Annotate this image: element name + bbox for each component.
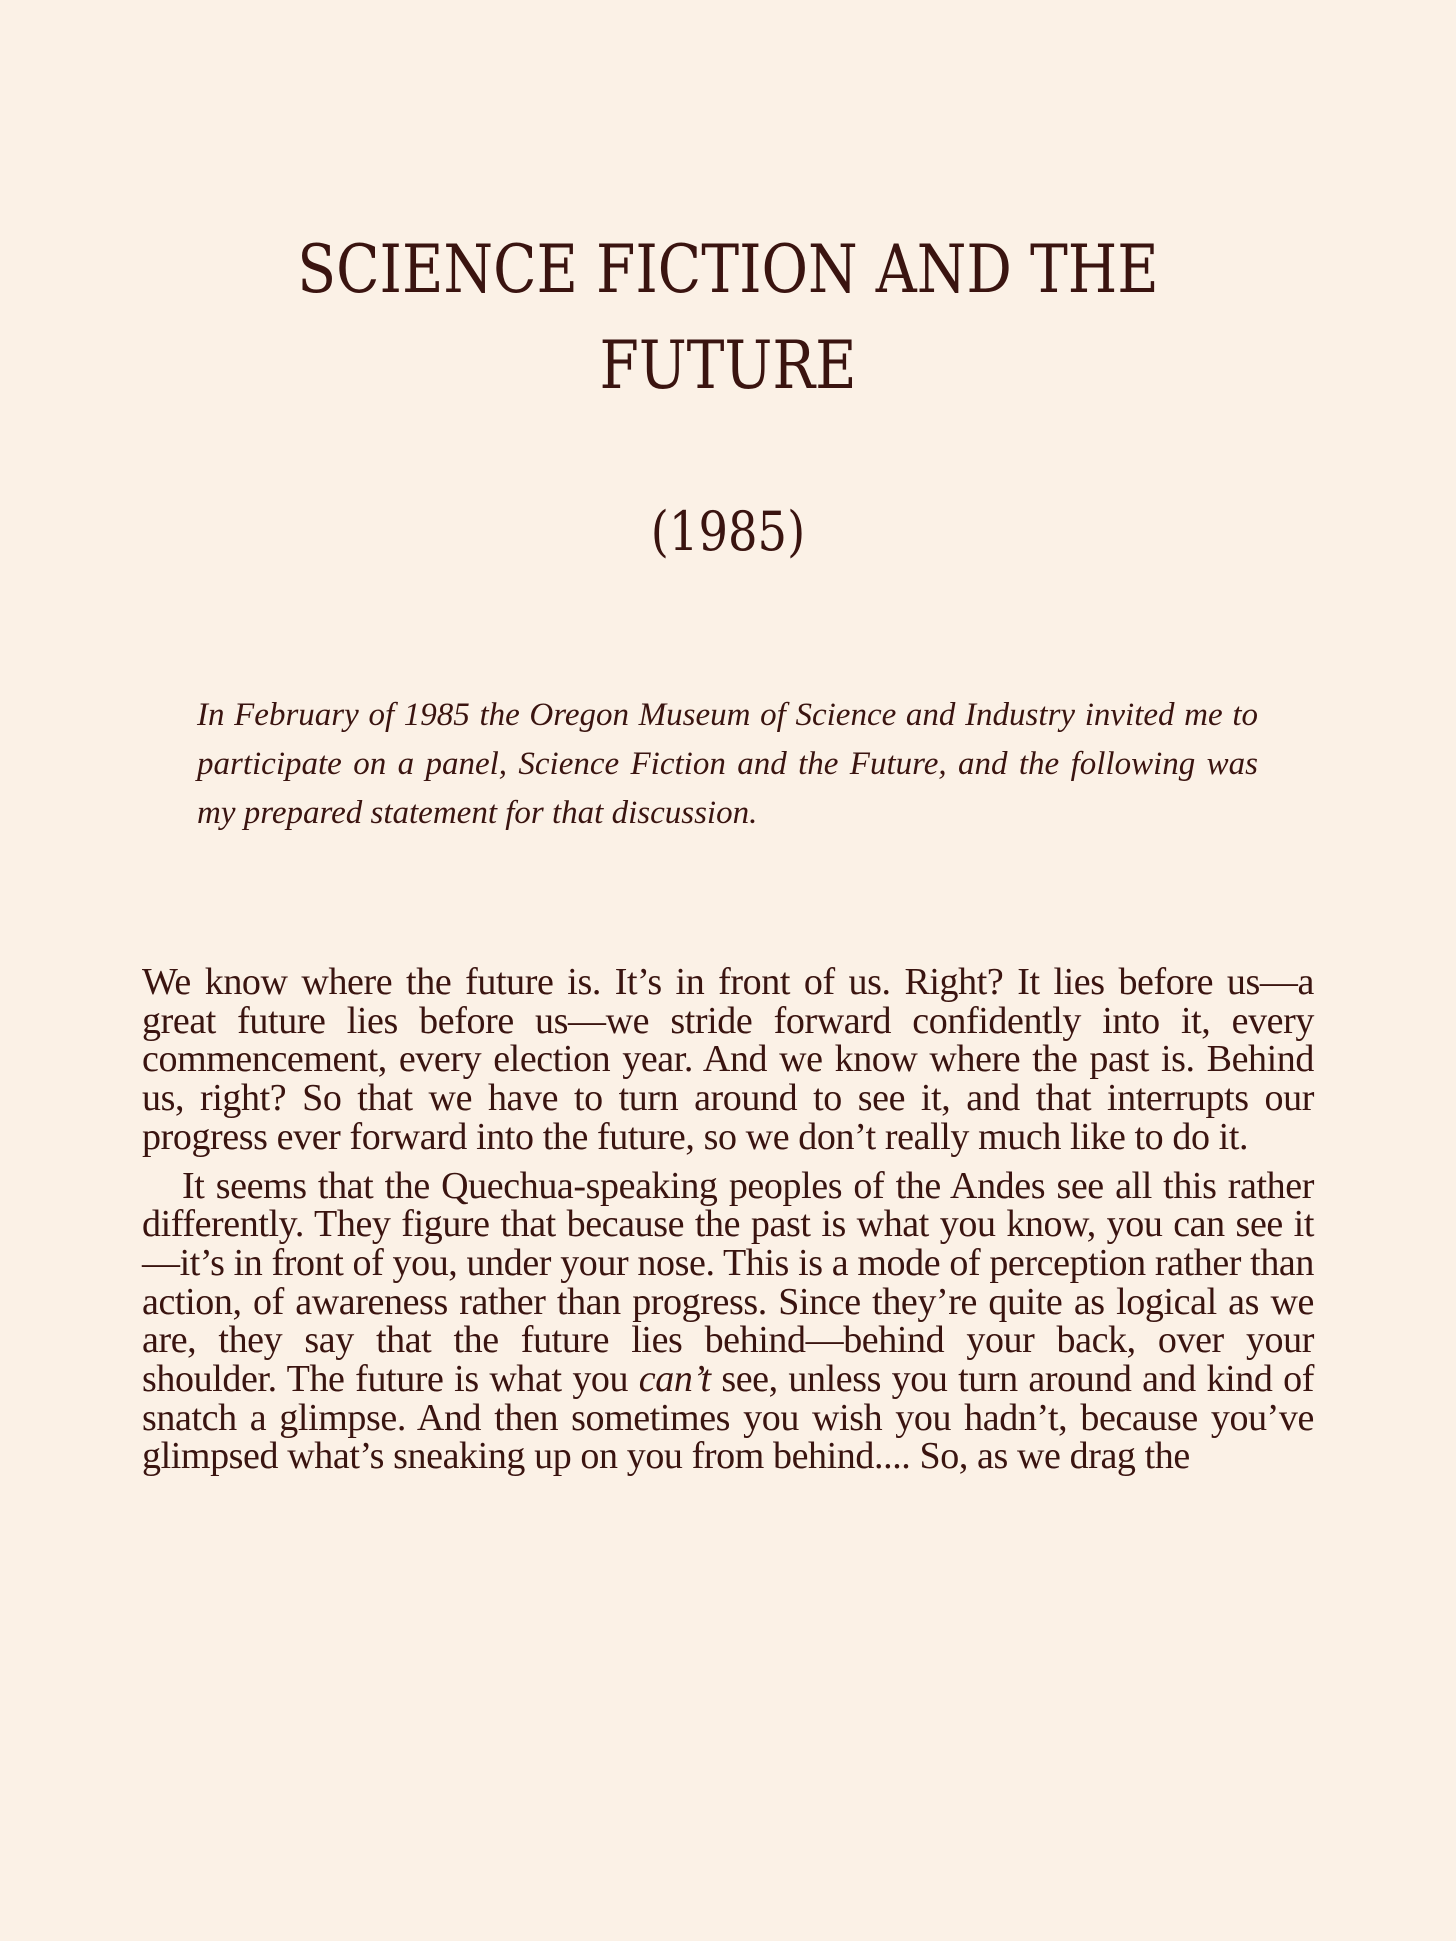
- body-text: [142, 963, 1314, 1486]
- chapter-title: SCIENCE FICTION AND THE FUTURE: [297, 231, 1159, 404]
- chapter-year: (1985): [650, 500, 806, 563]
- paragraph-1: We know where the future is. It’s in front of us. Right? It lies before us—a great future lies before us—we stride forward confidently into it, every commencement, every election year. And we know where the past is. Behind us, right? So that we have to turn around to see it, and that interrupts our progress ever forward into the future, so we don’t really much like to do it.: [142, 961, 1314, 1158]
- paragraph-2-emphasis: can’t: [638, 1358, 711, 1401]
- paragraph-2-text-before: It seems that the Quechua-speaking peoples of the Andes see all this rather differently. They figure that because the past is what you know, you can see it—it’s in front of you, under your nose. This is a mode of perception rather than action, of awareness rather than progress. Since they’re quite as logical as we are, they say that the future lies behind—behind your back, over your shoulder. The future is what you: [142, 1164, 1314, 1401]
- paragraph-2-text-after: see, unless you turn around and kind of snatch a glimpse. And then sometimes you wish you hadn’t, because you’ve glimpsed what’s sneaking up on you from behind.... So, as we drag the: [142, 1358, 1314, 1478]
- paragraph-2: [142, 1164, 1314, 1478]
- epigraph: In February of 1985 the Oregon Museum of Science and Industry invited me to participate on a panel, Science Fiction and the Future, and the following was my prepared statement for that discussion.: [197, 697, 1258, 831]
